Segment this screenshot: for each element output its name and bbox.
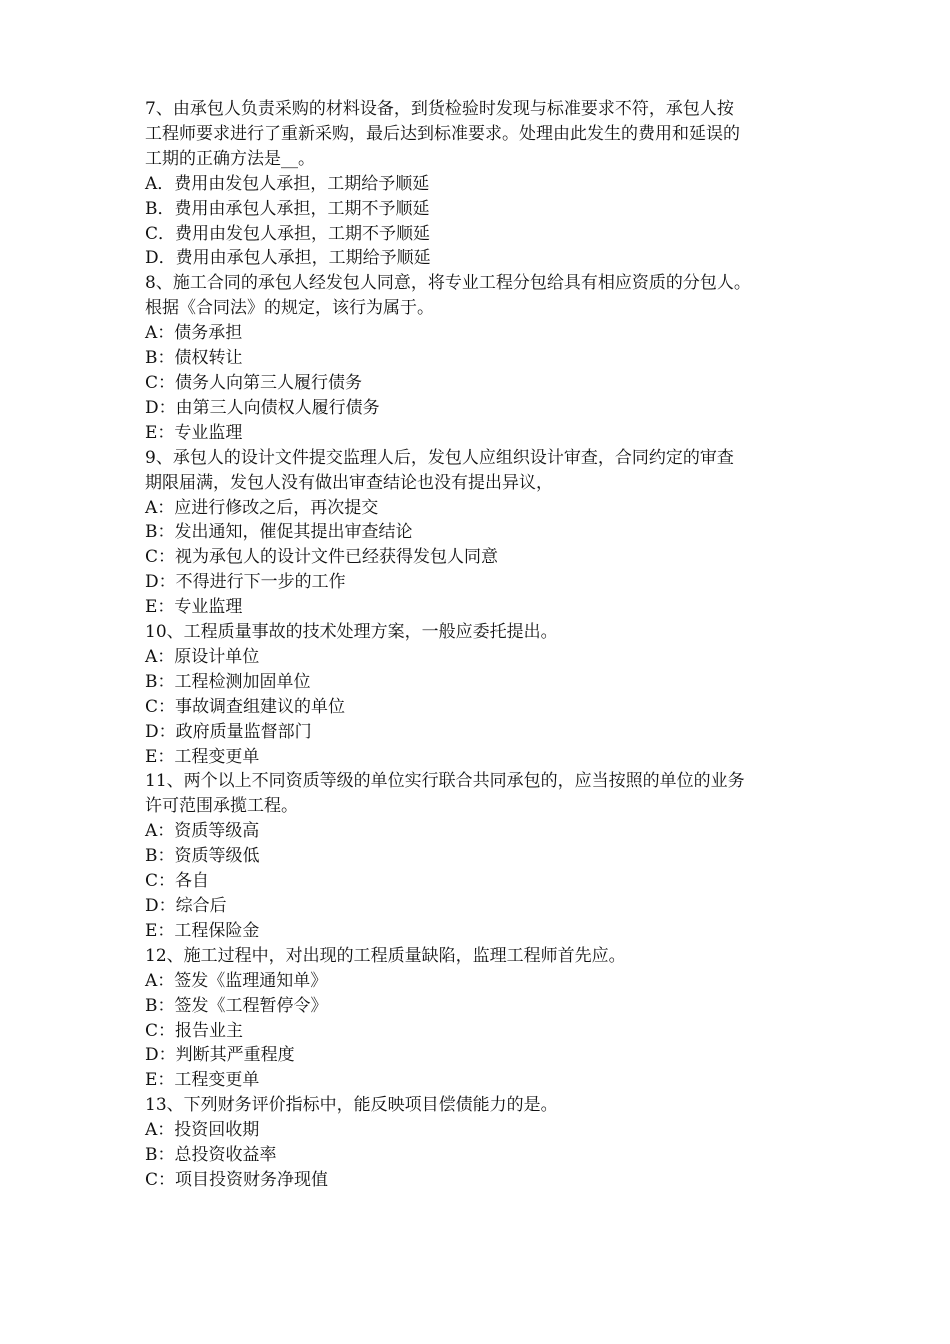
question-9-option-a: A：应进行修改之后，再次提交: [145, 497, 379, 518]
question-12-line-1: 12、施工过程中，对出现的工程质量缺陷，监理工程师首先应。: [145, 945, 626, 966]
question-8-option-d: D：由第三人向债权人履行债务: [145, 397, 380, 418]
question-11-option-d: D：综合后: [145, 896, 227, 916]
question-12-option-d: D：判断其严重程度: [145, 1045, 295, 1066]
question-7-line-3: 工期的正确方法是__。: [145, 148, 315, 169]
question-12-option-e: E：工程变更单: [145, 1070, 260, 1091]
question-12-option-b: B：签发《工程暂停令》: [145, 995, 328, 1016]
question-8-line-2: 根据《合同法》的规定，该行为属于。: [145, 298, 434, 319]
question-8-option-e: E：专业监理: [145, 422, 243, 443]
question-8-option-c: C：债务人向第三人履行债务: [145, 372, 363, 393]
question-13-option-a: A：投资回收期: [145, 1120, 260, 1141]
question-8-line-1: 8、施工合同的承包人经发包人同意，将专业工程分包给具有相应资质的分包人。: [145, 273, 751, 294]
question-7-option-b: B．费用由承包人承担，工期不予顺延: [145, 198, 430, 219]
question-10-line-1: 10、工程质量事故的技术处理方案，一般应委托提出。: [145, 622, 558, 643]
question-7-option-c: C．费用由发包人承担，工期不予顺延: [145, 223, 431, 244]
question-9-option-b: B：发出通知，催促其提出审查结论: [145, 522, 413, 543]
question-13-line-1: 13、下列财务评价指标中，能反映项目偿债能力的是。: [145, 1095, 558, 1116]
question-12-option-a: A：签发《监理通知单》: [145, 970, 328, 991]
question-9-option-e: E：专业监理: [145, 597, 243, 618]
question-9-line-1: 9、承包人的设计文件提交监理人后，发包人应组织设计审查，合同约定的审查: [145, 447, 734, 468]
question-11-option-e: E：工程保险金: [145, 920, 260, 941]
question-10-option-c: C：事故调查组建议的单位: [145, 696, 346, 717]
question-8: [145, 271, 815, 445]
question-11-line-1: 11、两个以上不同资质等级的单位实行联合共同承包的，应当按照的单位的业务: [145, 771, 745, 792]
question-13-option-c: C：项目投资财务净现值: [145, 1169, 329, 1190]
question-10-option-e: E：工程变更单: [145, 746, 260, 767]
question-9-line-2: 期限届满，发包人没有做出审查结论也没有提出异议，: [145, 472, 553, 493]
question-10: [145, 620, 815, 769]
question-11: [145, 769, 815, 943]
question-list: [145, 97, 815, 1193]
question-11-line-2: 许可范围承揽工程。: [145, 796, 298, 817]
question-12-option-c: C：报告业主: [145, 1020, 244, 1041]
question-8-option-b: B：债权转让: [145, 348, 243, 369]
question-8-option-a: A：债务承担: [145, 323, 243, 344]
question-11-option-a: A：资质等级高: [145, 821, 260, 842]
question-7-line-1: 7、由承包人负责采购的材料设备，到货检验时发现与标准要求不符，承包人按: [145, 99, 734, 119]
question-7-option-d: D．费用由承包人承担，工期给予顺延: [145, 248, 431, 269]
question-13: [145, 1093, 815, 1193]
question-10-option-a: A：原设计单位: [145, 646, 260, 667]
question-7: [145, 97, 815, 271]
question-13-option-b: B：总投资收益率: [145, 1145, 277, 1166]
question-12: [145, 944, 815, 1093]
question-11-option-c: C：各自: [145, 871, 210, 892]
question-9-option-c: C：视为承包人的设计文件已经获得发包人同意: [145, 547, 499, 568]
question-7-line-2: 工程师要求进行了重新采购，最后达到标准要求。处理由此发生的费用和延误的: [145, 123, 740, 144]
question-11-option-b: B：资质等级低: [145, 846, 260, 867]
question-7-option-a: A．费用由发包人承担，工期给予顺延: [145, 173, 430, 194]
question-10-option-d: D：政府质量监督部门: [145, 721, 312, 742]
question-9: [145, 446, 815, 620]
question-9-option-d: D：不得进行下一步的工作: [145, 572, 346, 593]
question-10-option-b: B：工程检测加固单位: [145, 671, 311, 692]
